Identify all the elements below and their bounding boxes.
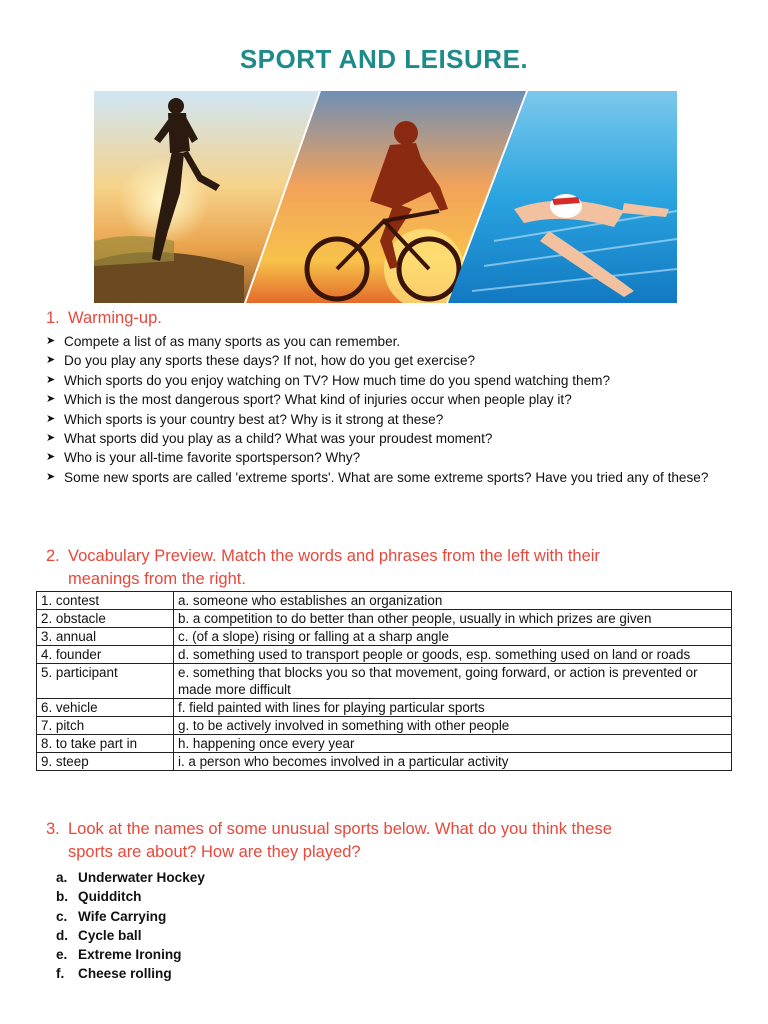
vocab-meaning: a. someone who establishes an organization [174,592,732,610]
vocab-meaning: g. to be actively involved in something with other people [174,717,732,735]
arrow-bullet-icon: ➤ [46,432,56,445]
list-item: ➤ Do you play any sports these days? If not, how do you get exercise? [46,351,726,370]
vocab-meaning: c. (of a slope) rising or falling at a sharp angle [174,628,732,646]
vocab-word: 6. vehicle [37,699,174,717]
table-row [37,699,732,717]
vocab-meaning: e. something that blocks you so that movement, going forward, or action is prevented or made more difficult [174,664,732,699]
arrow-bullet-icon: ➤ [46,354,56,367]
table-row [37,610,732,628]
section-1-heading: 1. Warming-up. [46,309,162,327]
list-item: a. Underwater Hockey [56,870,205,885]
list-item: ➤ What sports did you play as a child? What was your proudest moment? [46,429,726,448]
list-item: ➤ Which is the most dangerous sport? What kind of injuries occur when people play it? [46,390,726,409]
arrow-bullet-icon: ➤ [46,335,56,347]
table-row [37,753,732,771]
list-item: ➤ Which sports do you enjoy watching on TV? How much time do you spend watching them? [46,371,726,390]
arrow-bullet-icon: ➤ [46,451,56,464]
table-row [37,717,732,735]
section-3-heading: 3. Look at the names of some unusual sports below. What do you think these sports are about? How are they played? [46,820,612,861]
vocab-meaning: d. something used to transport people or goods, esp. something used on land or roads [174,646,732,664]
arrow-bullet-icon: ➤ [46,412,56,425]
list-item: d. Cycle ball [56,927,142,943]
vocab-word: 8. to take part in [37,735,174,753]
table-row [37,646,732,664]
table-row [37,664,732,699]
list-item: ➤ Which sports is your country best at? Why is it strong at these? [46,410,726,429]
arrow-bullet-icon: ➤ [46,393,56,406]
vocab-word: 7. pitch [37,717,174,735]
list-item: e. Extreme Ironing [56,947,182,963]
list-item: ➤ Compete a list of as many sports as you can remember. [46,332,726,351]
vocab-word: 1. contest [37,592,174,610]
vocab-meaning: f. field painted with lines for playing particular sports [174,699,732,717]
banner-image [94,91,677,303]
vocab-meaning: h. happening once every year [174,735,732,753]
arrow-bullet-icon: ➤ [46,470,56,483]
vocabulary-table [36,591,732,771]
warm-up-question-list [46,332,726,487]
section-2-heading: 2. Vocabulary Preview. Match the words and phrases from the left with their meanings from the right. [46,547,600,588]
vocab-word: 5. participant [37,664,174,699]
table-row [37,592,732,610]
list-item: b. Quidditch [56,889,142,905]
vocab-word: 9. steep [37,753,174,771]
list-item: f. Cheese rolling [56,966,172,982]
unusual-sports-list [56,868,205,984]
vocab-word: 2. obstacle [37,610,174,628]
list-item: c. Wife Carrying [56,908,167,924]
arrow-bullet-icon: ➤ [46,373,56,386]
vocab-meaning: b. a competition to do better than other people, usually in which prizes are given [174,610,732,628]
list-item: ➤ Who is your all-time favorite sportsperson? Why? [46,448,726,467]
list-item: ➤ Some new sports are called 'extreme sports'. What are some extreme sports? Have you tried any of these? [46,468,726,487]
table-row [37,735,732,753]
vocab-word: 4. founder [37,646,174,664]
table-row [37,628,732,646]
sports-collage-illustration [94,91,677,303]
vocab-word: 3. annual [37,628,174,646]
page-title: SPORT AND LEISURE. [239,44,529,74]
vocab-meaning: i. a person who becomes involved in a particular activity [174,753,732,771]
